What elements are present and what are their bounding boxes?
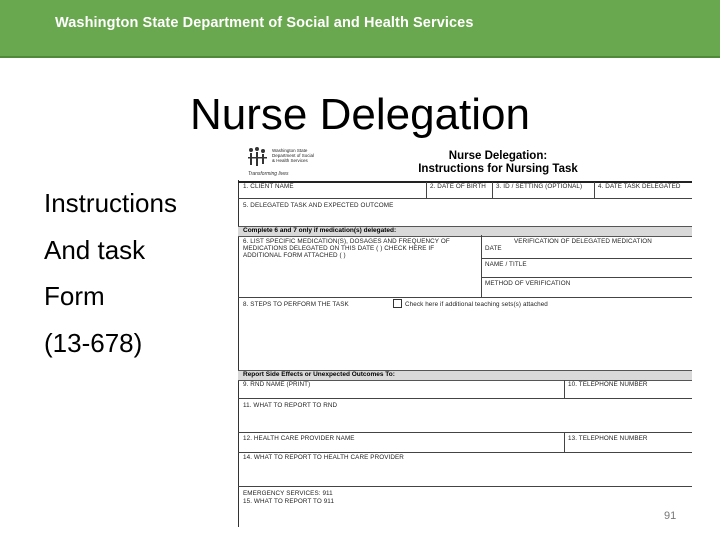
bullet-line: Form [44,281,105,311]
field-id-setting: 3. ID / SETTING (OPTIONAL) [496,183,583,190]
field-list-specific: 6. LIST SPECIFIC MEDICATION(S), DOSAGES AND FREQUENCY OF [243,238,450,245]
report-section-band [238,370,692,381]
page-number: 91 [664,510,677,522]
field-emergency-services: EMERGENCY SERVICES: 911 [243,490,333,497]
banner-title: Washington State Department of Social and Health Services [55,15,474,31]
additional-teaching-checkbox [393,299,402,308]
field-verification: VERIFICATION OF DELEGATED MEDICATION [514,238,652,245]
field-what-to-report-911: 15. WHAT TO REPORT TO 911 [243,498,335,505]
medication-section-band [238,226,692,237]
field-telephone-13: 13. TELEPHONE NUMBER [568,435,648,442]
logo-text: Washington State Department of Social & Health Services [272,148,315,163]
header-banner [0,0,720,58]
field-what-to-report-rnd: 11. WHAT TO REPORT TO RND [243,402,338,409]
bullet-line: Instructions [44,188,177,218]
bullet-line: (13-678) [44,327,143,358]
rule [238,432,692,433]
field-date-of-birth: 2. DATE OF BIRTH [430,183,486,190]
field-delegated-task: 5. DELEGATED TASK AND EXPECTED OUTCOME [243,202,394,209]
report-section-label: Report Side Effects or Unexpected Outcomes To: [243,371,395,378]
form-image [238,144,692,527]
dshs-logo [246,146,356,178]
rule [238,297,692,298]
rule [238,398,692,399]
rule [481,258,692,259]
field-rnd-name: 9. RND NAME (PRINT) [243,381,311,388]
form-title: Nurse Delegation: Instructions for Nursing Task [418,150,578,175]
divider [426,182,427,198]
slide-title: Nurse Delegation [190,90,530,139]
divider [481,235,482,297]
field-check-additional: Check here if additional teaching sets(s) attached [405,301,548,308]
bullet-line: And task [44,234,146,265]
divider [594,182,595,198]
medication-section-label: Complete 6 and 7 only if medication(s) delegated: [243,227,397,234]
field-steps-to-perform: 8. STEPS TO PERFORM THE TASK [243,301,349,308]
field-health-care-provider: 12. HEALTH CARE PROVIDER NAME [243,435,355,442]
field-method-of-verification: METHOD OF VERIFICATION [485,280,571,287]
bullet-list [44,180,177,366]
field-list-specific-2: MEDICATIONS DELEGATED ON THIS DATE ( ) CHECK HERE IF [243,245,435,252]
rule [238,486,692,487]
field-list-specific-3: ADDITIONAL FORM ATTACHED ( ) [243,252,346,259]
field-name-title: NAME / TITLE [485,261,527,268]
divider [564,432,565,452]
divider [564,380,565,398]
people-logo-icon [246,146,270,170]
field-what-to-report-hcp: 14. WHAT TO REPORT TO HEALTH CARE PROVIDER [243,454,404,461]
field-date-task-delegated: 4. DATE TASK DELEGATED [598,183,681,190]
rule [481,277,692,278]
field-client-name: 1. CLIENT NAME [243,183,294,190]
divider [492,182,493,198]
field-telephone-10: 10. TELEPHONE NUMBER [568,381,648,388]
rule [238,452,692,453]
rule [238,198,692,199]
field-date: DATE [485,245,502,252]
logo-tagline: Transforming lives [248,171,289,177]
